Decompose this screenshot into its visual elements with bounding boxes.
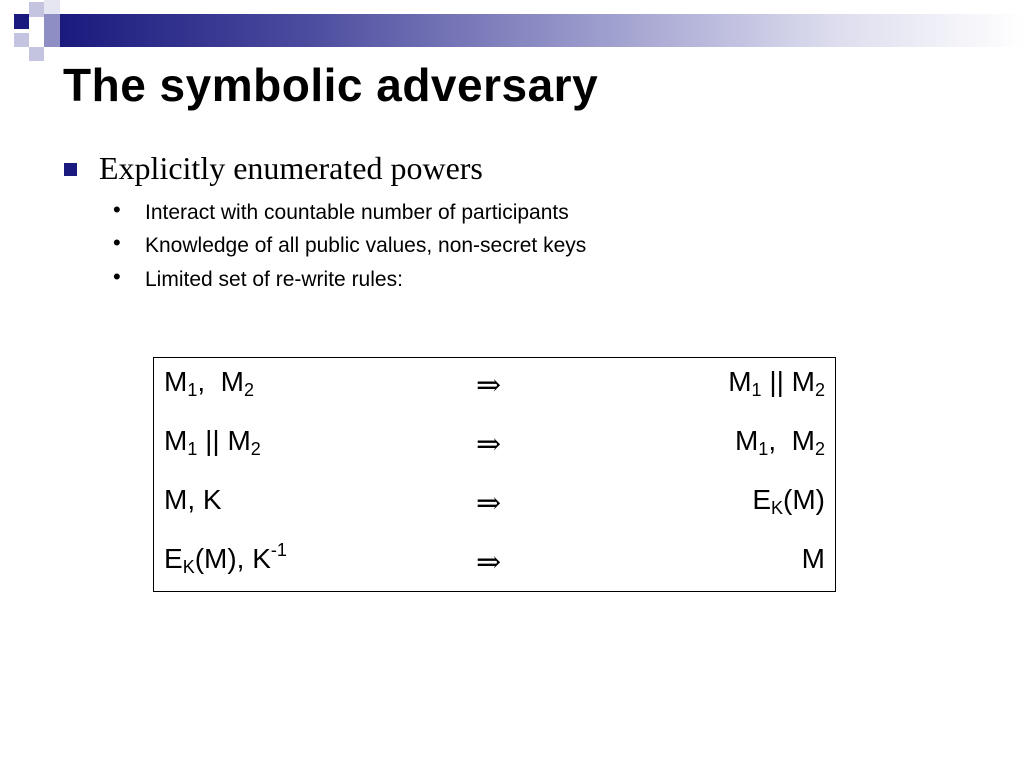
header-gradient-band (60, 14, 1024, 47)
bullet-dot-icon: • (113, 196, 121, 222)
subscript: 1 (187, 439, 198, 459)
decorative-square (14, 33, 29, 47)
subscript: 2 (814, 439, 825, 459)
subscript: 2 (244, 380, 255, 400)
implies-arrow-icon: ⇒ (476, 368, 502, 403)
bullet-dot-icon: • (113, 230, 121, 256)
math-text: M (801, 543, 825, 574)
bullet-item (64, 150, 483, 187)
sub-bullet-item (113, 230, 586, 264)
math-text: || M (761, 366, 815, 397)
decorative-square (29, 2, 44, 17)
rule-row (154, 540, 835, 583)
rule-lhs (164, 366, 254, 398)
math-text: , M (768, 425, 815, 456)
slide-title: The symbolic adversary (63, 59, 599, 111)
math-text: M (164, 425, 188, 456)
math-text: M (164, 366, 188, 397)
math-text: (M), K (194, 543, 271, 574)
rule-row (154, 366, 835, 406)
sub-bullet-list (113, 196, 586, 297)
rule-rhs (728, 366, 825, 398)
subscript: K (182, 557, 195, 577)
math-text: || M (197, 425, 251, 456)
rule-rhs (735, 425, 825, 457)
subscript: K (771, 498, 784, 518)
square-bullet-icon (64, 163, 77, 176)
math-text: , M (197, 366, 245, 397)
sub-bullet-item (113, 196, 586, 230)
sub-bullet-text: Interact with countable number of participants (145, 200, 569, 224)
rule-rhs (802, 543, 825, 575)
math-text: E (752, 484, 771, 515)
subscript: 1 (187, 380, 198, 400)
implies-arrow-icon: ⇒ (476, 486, 502, 521)
math-text: (M) (783, 484, 825, 515)
subscript: 2 (250, 439, 261, 459)
math-text: M, K (164, 484, 222, 515)
decorative-square (44, 14, 60, 47)
rule-row (154, 484, 835, 524)
decorative-square (44, 0, 60, 14)
rule-row (154, 425, 835, 465)
superscript: -1 (270, 540, 287, 560)
decorative-square (29, 47, 44, 61)
math-text: E (164, 543, 183, 574)
subscript: 1 (751, 380, 762, 400)
implies-arrow-icon: ⇒ (476, 545, 502, 580)
math-text: M (728, 366, 752, 397)
rule-lhs (164, 484, 222, 516)
subscript: 2 (814, 380, 825, 400)
rewrite-rules-table (153, 357, 836, 592)
math-text: M (734, 425, 759, 456)
rule-rhs (752, 484, 825, 516)
rule-lhs (164, 540, 287, 577)
sub-bullet-text: Limited set of re-write rules: (145, 267, 403, 291)
sub-bullet-item (113, 263, 586, 297)
subscript: 1 (758, 439, 769, 459)
bullet-dot-icon: • (113, 263, 121, 289)
implies-arrow-icon: ⇒ (476, 427, 502, 462)
sub-bullet-text: Knowledge of all public values, non-secret keys (145, 234, 587, 258)
decorative-square (14, 14, 29, 29)
rule-lhs (164, 425, 261, 457)
bullet-text: Explicitly enumerated powers (99, 150, 483, 186)
